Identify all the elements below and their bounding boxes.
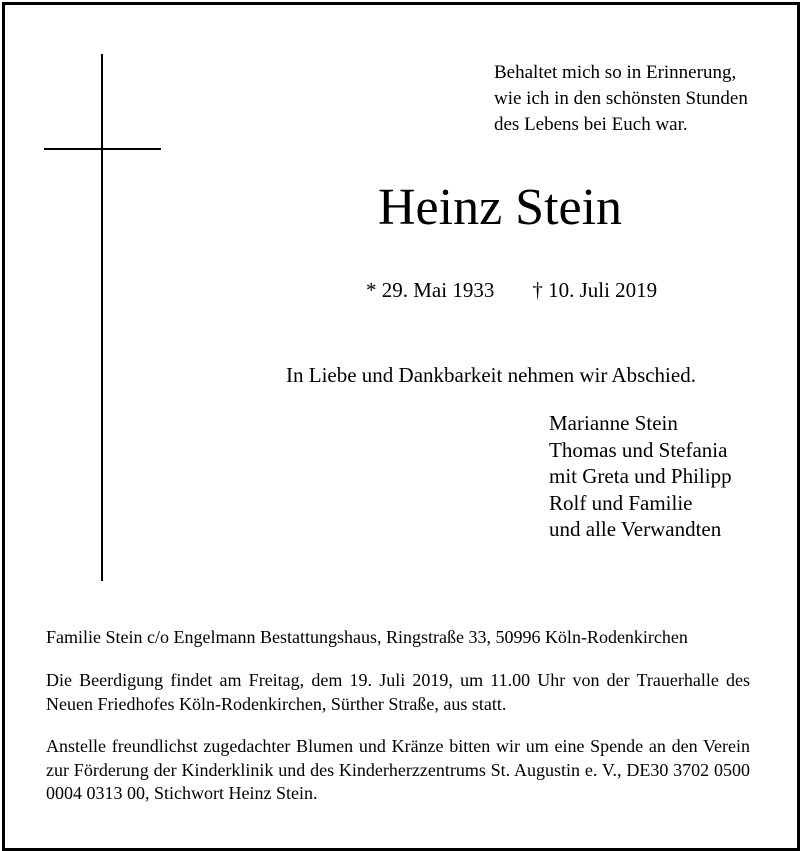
birth-date: * 29. Mai 1933 — [366, 278, 495, 302]
contact-address: Familie Stein c/o Engelmann Bestattungshaus, Ringstraße 33, 50996 Köln-Rodenkirchen — [46, 627, 688, 647]
mourner-line: Marianne Stein — [549, 411, 678, 435]
funeral-notice: Die Beerdigung findet am Freitag, dem 19. Juli 2019, um 11.00 Uhr von der Trauerhalle des Neuen Friedhofes Köln-Rodenkirchen, Sürther Straße, aus statt. — [46, 670, 750, 714]
death-date: † 10. Juli 2019 — [532, 278, 658, 302]
mourner-line: mit Greta und Philipp — [549, 464, 732, 488]
quote-line: des Lebens bei Euch war. — [494, 114, 688, 135]
life-dates — [366, 276, 657, 304]
quote-line: wie ich in den schönsten Stunden — [494, 88, 748, 109]
cross-vertical-bar — [101, 54, 103, 581]
memorial-quote — [494, 60, 748, 138]
quote-line: Behaltet mich so in Erinnerung, — [494, 62, 737, 83]
mourner-line: Rolf und Familie — [549, 490, 693, 515]
donation-notice: Anstelle freundlichst zugedachter Blumen und Kränze bitten wir um eine Spende an den Verein zur Förderung der Kinderklinik und des Kinderherzzentrums St. Augustin e. V., DE30 3702 0500 0004 0313 00, Stichwort Heinz Stein. — [46, 736, 750, 803]
mourner-line: Thomas und Stefania — [549, 437, 728, 462]
cross-horizontal-bar — [44, 148, 161, 150]
deceased-name: Heinz Stein — [378, 179, 623, 236]
farewell-line: In Liebe und Dankbarkeit nehmen wir Abschied. — [286, 363, 696, 387]
mourner-line: und alle Verwandten — [549, 517, 722, 541]
mourners-list — [549, 410, 732, 543]
